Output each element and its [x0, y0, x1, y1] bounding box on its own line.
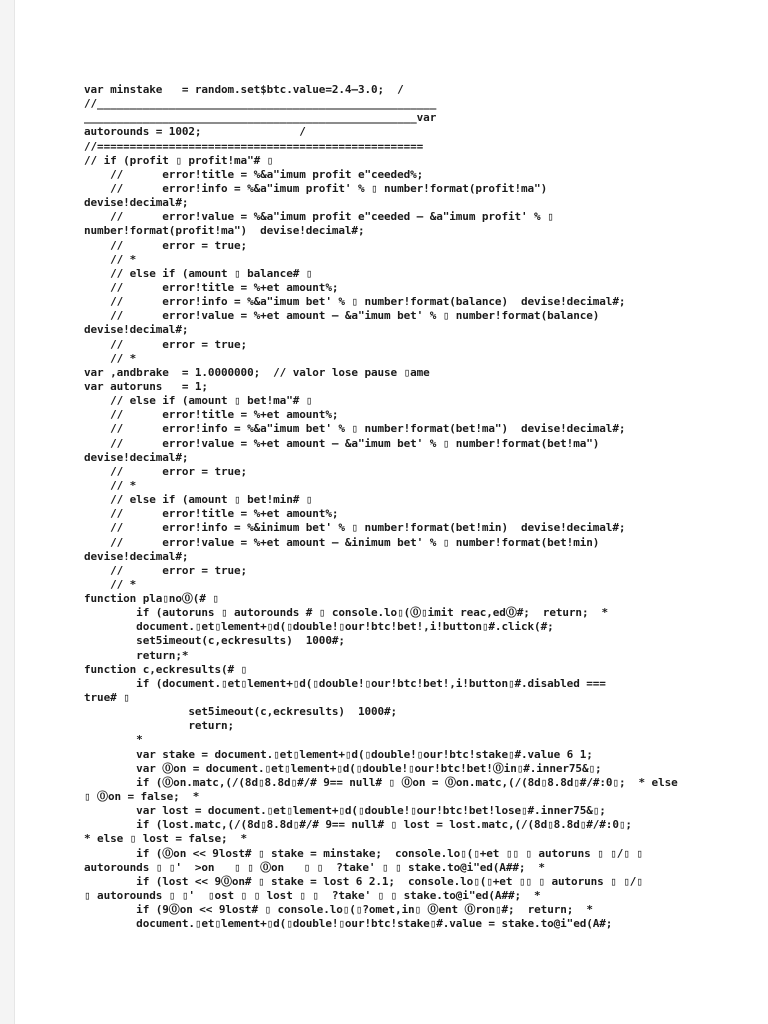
code-line: return;*	[84, 648, 189, 662]
page-edge	[0, 0, 15, 1024]
code-line: // else if (amount ▯ balance# ▯	[84, 266, 313, 280]
code-line: *	[84, 733, 143, 747]
code-line: // error!title = %+et amount%;	[84, 280, 339, 294]
code-line: // *	[84, 478, 137, 492]
code-line: var stake = document.▯et▯lement+▯d(▯double!▯our!btc!stake▯#.value 6 1;	[84, 747, 593, 761]
code-line: var ,andbrake = 1.0000000; // valor lose pause ▯ame	[84, 365, 430, 379]
code-line: // *	[84, 351, 137, 365]
code-line: //==================================================	[84, 139, 424, 153]
code-line: var minstake = random.set$btc.value=2.4–3.0; /	[84, 83, 404, 96]
code-line: // error!info = %&a"imum bet' % ▯ number!format(bet!ma") devise!decimal#;	[84, 422, 626, 436]
code-line: ▯ ⓪on = false; *	[84, 790, 200, 804]
code-line: if (autoruns ▯ autorounds # ▯ console.lo▯(⓪▯imit reac,ed⓪#; return; *	[84, 606, 609, 620]
code-line: number!format(profit!ma") devise!decimal#;	[84, 224, 365, 238]
code-line: var autoruns = 1;	[84, 379, 208, 393]
code-line: // error = true;	[84, 337, 248, 351]
code-line: function c,eckresults(# ▯	[84, 662, 248, 676]
code-line: // error = true;	[84, 464, 248, 478]
code-line: set5imeout(c,eckresults) 1000#;	[84, 634, 345, 648]
code-line: // error!value = %+et amount – &inimum bet' % ▯ number!format(bet!min)	[84, 535, 600, 549]
code-line: return;	[84, 719, 235, 733]
code-line: devise!decimal#;	[84, 450, 189, 464]
code-line: // error!title = %+et amount%;	[84, 408, 339, 422]
code-line: // else if (amount ▯ bet!ma"# ▯	[84, 394, 313, 408]
code-line: autorounds ▯ ▯' >on ▯ ▯ ⓪on ▯ ▯ ?take' ▯ ▯ stake.to@i"ed(A##; *	[84, 860, 545, 874]
code-line: ___________________________________________________var	[84, 111, 437, 125]
code-line: if (9⓪on << 9lost# ▯ console.lo▯(▯?omet,in▯ ⓪ent ⓪ron▯#; return; *	[84, 903, 593, 917]
code-line: devise!decimal#;	[84, 323, 189, 337]
code-line: function pla▯no⓪(# ▯	[84, 592, 219, 606]
code-line: * else ▯ lost = false; *	[84, 832, 248, 846]
code-line: // if (profit ▯ profit!ma"# ▯	[84, 153, 274, 167]
code-line: document.▯et▯lement+▯d(▯double!▯our!btc!stake▯#.value = stake.to@i"ed(A#;	[84, 917, 613, 931]
code-line: devise!decimal#;	[84, 196, 189, 210]
code-line: if (lost.matc,(/(8d▯8.8d▯#/# 9== null# ▯ lost = lost.matc,(/(8d▯8.8d▯#/#:0▯;	[84, 818, 632, 832]
code-line: if (document.▯et▯lement+▯d(▯double!▯our!btc!bet!,i!button▯#.disabled ===	[84, 676, 606, 690]
code-line: //____________________________________________________	[84, 97, 437, 111]
code-line: // error!value = %+et amount – &a"imum bet' % ▯ number!format(bet!ma")	[84, 436, 600, 450]
code-line: true# ▯	[84, 691, 130, 705]
code-line: // error!title = %+et amount%;	[84, 507, 339, 521]
code-line: // else if (amount ▯ bet!min# ▯	[84, 493, 313, 507]
code-line: // *	[84, 577, 137, 591]
code-line: if (⓪on.matc,(/(8d▯8.8d▯#/# 9== null# ▯ ⓪on = ⓪on.matc,(/(8d▯8.8d▯#/#:0▯; * else	[84, 775, 678, 789]
code-line: var lost = document.▯et▯lement+▯d(▯double!▯our!btc!bet!lose▯#.inner75&▯;	[84, 804, 606, 818]
code-line: // error = true;	[84, 563, 248, 577]
code-line: // error!value = %&a"imum profit e"ceeded – &a"imum profit' % ▯	[84, 210, 554, 224]
code-line: ▯ autorounds ▯ ▯' ▯ost ▯ ▯ lost ▯ ▯ ?take' ▯ ▯ stake.to@i"ed(A##; *	[84, 889, 541, 903]
code-line: devise!decimal#;	[84, 549, 189, 563]
code-line: set5imeout(c,eckresults) 1000#;	[84, 705, 398, 719]
code-line: if (lost << 9⓪on# ▯ stake = lost 6 2.1; console.lo▯(▯+et ▯▯ ▯ autoruns ▯ ▯/▯	[84, 874, 643, 888]
code-line: // error!info = %&inimum bet' % ▯ number!format(bet!min) devise!decimal#;	[84, 521, 626, 535]
code-line: document.▯et▯lement+▯d(▯double!▯our!btc!bet!,i!button▯#.click(#;	[84, 620, 554, 634]
code-line: // error!title = %&a"imum profit e"ceeded%;	[84, 167, 424, 181]
code-line: autorounds = 1002; /	[84, 125, 306, 139]
code-line: // error!info = %&a"imum profit' % ▯ number!format(profit!ma")	[84, 181, 548, 195]
code-line: if (⓪on << 9lost# ▯ stake = minstake; console.lo▯(▯+et ▯▯ ▯ autoruns ▯ ▯/▯ ▯	[84, 846, 643, 860]
code-line: // error = true;	[84, 238, 248, 252]
code-line: // *	[84, 252, 137, 266]
code-line: var ⓪on = document.▯et▯lement+▯d(▯double!▯our!btc!bet!⓪in▯#.inner75&▯;	[84, 761, 602, 775]
code-listing	[84, 83, 684, 931]
code-line: // error!value = %+et amount – &a"imum bet' % ▯ number!format(balance)	[84, 309, 600, 323]
code-line: // error!info = %&a"imum bet' % ▯ number!format(balance) devise!decimal#;	[84, 295, 626, 309]
